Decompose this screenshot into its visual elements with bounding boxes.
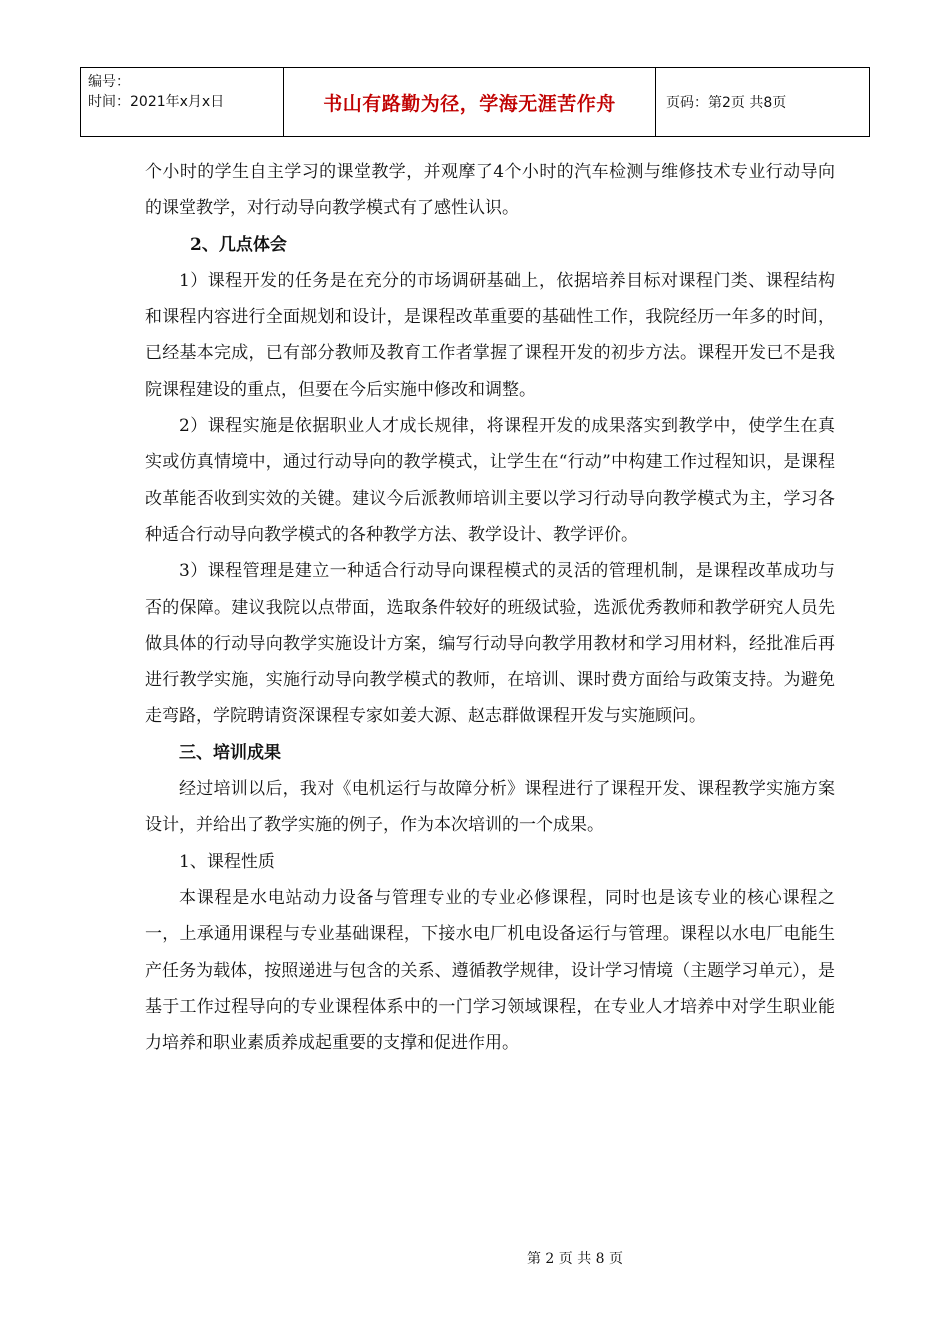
page-footer: 第 2 页 共 8 页 <box>526 1251 624 1267</box>
header-meta-cell <box>81 68 284 136</box>
section-heading-course-nature: 1、课程性质 <box>179 851 275 872</box>
document-body <box>145 154 835 1061</box>
paragraph-training-results: 经过培训以后，我对《电机运行与故障分析》课程进行了课程开发、课程教学实施方案设计，并给出了教学实施的例子，作为本次培训的一个成果。 <box>145 779 835 836</box>
header-number-label: 编号： <box>88 74 130 90</box>
paragraph-continuation: 个小时的学生自主学习的课堂教学，并观摩了4个小时的汽车检测与维修技术专业行动导向的课堂教学，对行动导向教学模式有了感性认识。 <box>145 162 835 219</box>
section-heading-insights: 2、几点体会 <box>190 234 287 255</box>
header-page-code: 页码：第2页 共8页 <box>666 95 787 111</box>
header-motto: 书山有路勤为径，学海无涯苦作舟 <box>284 68 656 136</box>
paragraph-course-nature: 本课程是水电站动力设备与管理专业的专业必修课程，同时也是该专业的核心课程之一，上承通用课程与专业基础课程，下接水电厂机电设备运行与管理。课程以水电厂电能生产任务为载体，按照递进与包含的关系、遵循教学规律，设计学习情境（主题学习单元），是基于工作过程导向的专业课程体系中的一门学习领域课程，在专业人才培养中对学生职业能力培养和职业素质养成起重要的支撑和促进作用。 <box>145 887 835 1054</box>
header-time-label: 时间：2021年x月x日 <box>88 94 225 110</box>
paragraph-course-implementation: 2）课程实施是依据职业人才成长规律，将课程开发的成果落实到教学中，使学生在真实或仿真情境中，通过行动导向的教学模式，让学生在“行动”中构建工作过程知识，是课程改革能否收到实效的关键。建议今后派教师培训主要以学习行动导向教学模式为主，学习各种适合行动导向教学模式的各种教学方法、教学设计、教学评价。 <box>145 416 835 545</box>
paragraph-course-development: 1）课程开发的任务是在充分的市场调研基础上，依据培养目标对课程门类、课程结构和课程内容进行全面规划和设计，是课程改革重要的基础性工作，我院经历一年多的时间，已经基本完成，已有部分教师及教育工作者掌握了课程开发的初步方法。课程开发已不是我院课程建设的重点，但要在今后实施中修改和调整。 <box>145 270 835 400</box>
document-header <box>80 67 870 137</box>
section-heading-results: 三、培训成果 <box>179 742 281 763</box>
paragraph-course-management: 3）课程管理是建立一种适合行动导向课程模式的灵活的管理机制，是课程改革成功与否的保障。建议我院以点带面，选取条件较好的班级试验，选派优秀教师和教学研究人员先做具体的行动导向教学实施设计方案，编写行动导向教学用教材和学习用材料，经批准后再进行教学实施，实施行动导向教学模式的教师，在培训、课时费方面给与政策支持。为避免走弯路，学院聘请资深课程专家如姜大源、赵志群做课程开发与实施顾问。 <box>145 561 835 727</box>
